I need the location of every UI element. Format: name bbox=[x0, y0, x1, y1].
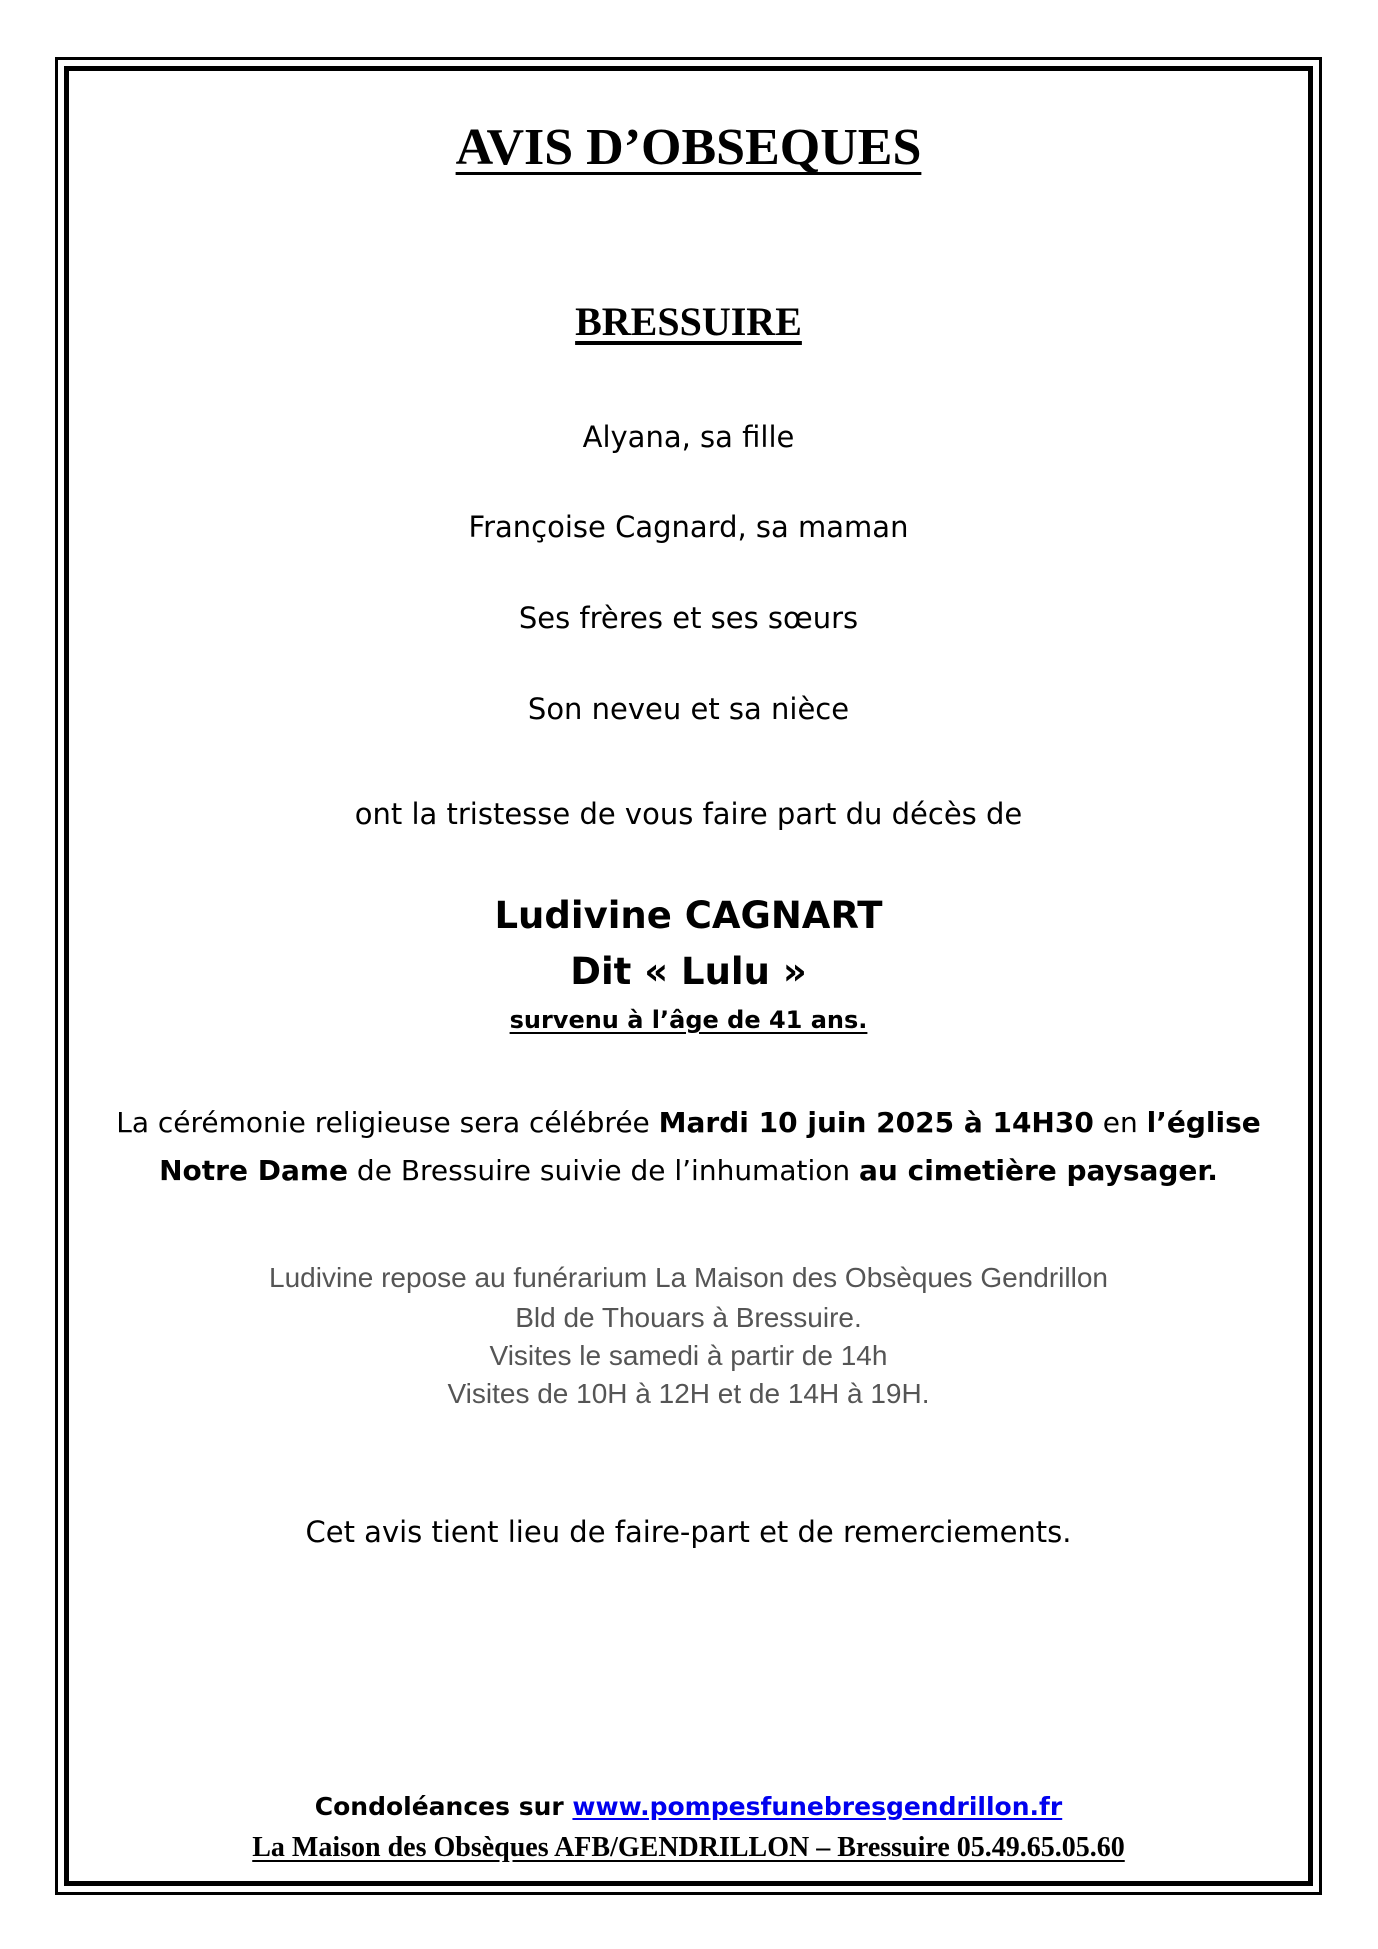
family-line-nephew-niece: Son neveu et sa nièce bbox=[527, 692, 850, 726]
repose-line-3: Visites le samedi à partir de 14h bbox=[489, 1340, 888, 1371]
ceremony-church: l’église bbox=[1146, 1106, 1261, 1139]
announcement-text: ont la tristesse de vous faire part du décès de bbox=[354, 797, 1023, 831]
deceased-nickname: Dit « Lulu » bbox=[570, 950, 807, 993]
deceased-name: Ludivine CAGNART bbox=[494, 894, 883, 937]
ceremony-line-2 bbox=[64, 1154, 1313, 1187]
ceremony-line-1 bbox=[64, 1106, 1313, 1139]
family-line-mother: Françoise Cagnard, sa maman bbox=[468, 510, 909, 544]
ceremony-church-name: Notre Dame bbox=[159, 1154, 349, 1187]
family-line-siblings: Ses frères et ses sœurs bbox=[518, 601, 859, 635]
condolences-line bbox=[64, 1792, 1313, 1821]
condolences-label: Condoléances sur bbox=[314, 1792, 573, 1821]
closing-text: Cet avis tient lieu de faire-part et de remerciements. bbox=[305, 1515, 1072, 1549]
repose-line-2: Bld de Thouars à Bressuire. bbox=[515, 1302, 862, 1333]
deceased-age: survenu à l’âge de 41 ans. bbox=[509, 1006, 868, 1034]
notice-title: AVIS D’OBSEQUES bbox=[455, 119, 922, 176]
city-heading: BRESSUIRE bbox=[575, 299, 802, 344]
ceremony-date: Mardi 10 juin 2025 à 14H30 bbox=[658, 1106, 1094, 1139]
family-line-daughter: Alyana, sa fille bbox=[582, 420, 795, 454]
ceremony-text: La cérémonie religieuse sera célébrée bbox=[116, 1106, 659, 1139]
ceremony-text: de Bressuire suivie de l’inhumation bbox=[348, 1154, 860, 1187]
website-link[interactable]: www.pompesfunebresgendrillon.fr bbox=[572, 1792, 1063, 1821]
repose-line-1: Ludivine repose au funérarium La Maison des Obsèques Gendrillon bbox=[269, 1262, 1108, 1293]
repose-line-4: Visites de 10H à 12H et de 14H à 19H. bbox=[447, 1378, 930, 1409]
ceremony-text: en bbox=[1093, 1106, 1147, 1139]
ceremony-cemetery: au cimetière paysager. bbox=[859, 1154, 1218, 1187]
funeral-home-contact: La Maison des Obsèques AFB/GENDRILLON – Bressuire 05.49.65.05.60 bbox=[252, 1832, 1125, 1863]
